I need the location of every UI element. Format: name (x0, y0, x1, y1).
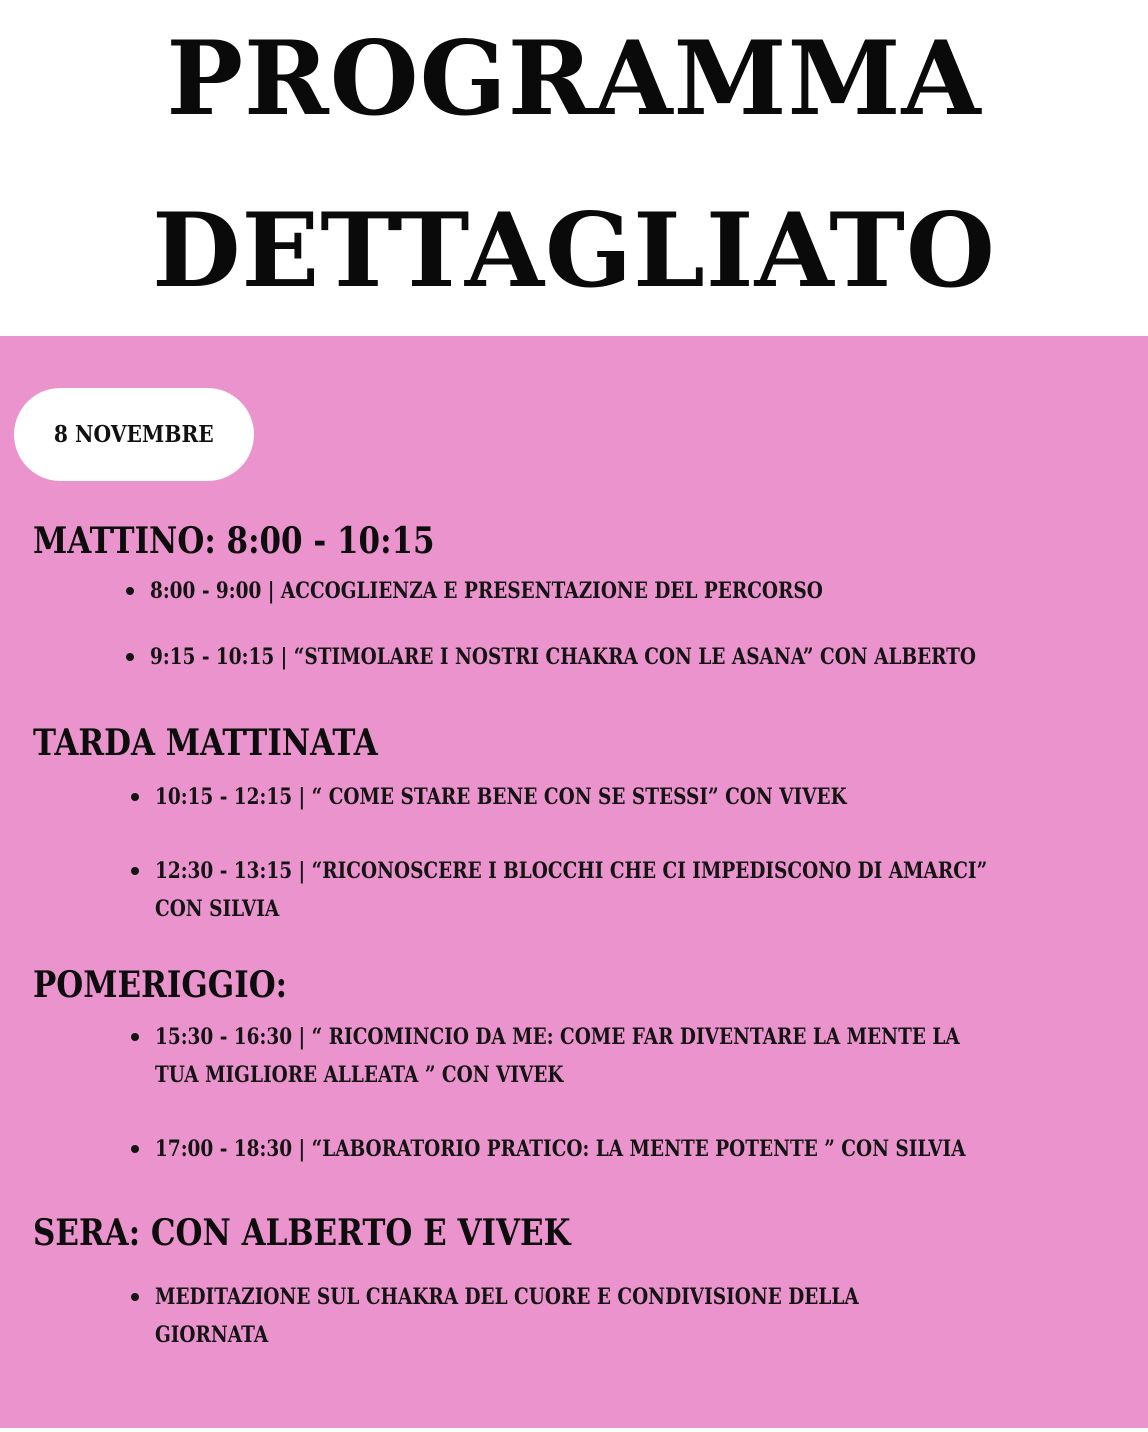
bullet-icon (126, 587, 134, 595)
bullet-icon (131, 1145, 139, 1153)
schedule-item-text: 10:15 - 12:15 | “ COME STARE BENE CON SE STESSI” CON VIVEK (155, 784, 847, 810)
page-title-line-1: PROGRAMMA (166, 19, 982, 139)
bullet-icon (131, 1033, 139, 1041)
bullet-icon (131, 867, 139, 875)
schedule-item-text: MEDITAZIONE SUL CHAKRA DEL CUORE E CONDIVISIONE DELLA (155, 1284, 859, 1310)
schedule-item (155, 1278, 993, 1354)
page-header (0, 0, 1148, 336)
schedule-item (155, 1130, 1120, 1168)
page-title-line-2: DETTAGLIATO (152, 191, 996, 311)
date-badge (14, 388, 254, 481)
schedule-item-text: 9:15 - 10:15 | “STIMOLARE I NOSTRI CHAKRA CON LE ASANA” CON ALBERTO (150, 644, 977, 670)
section-title-mattino: MATTINO: 8:00 - 10:15 (33, 520, 435, 562)
section-title-tarda-mattinata: TARDA MATTINATA (33, 722, 378, 764)
program-panel (0, 336, 1148, 1428)
schedule-item (150, 638, 1133, 676)
bullet-icon (131, 1293, 139, 1301)
schedule-item-text: 17:00 - 18:30 | “LABORATORIO PRATICO: LA MENTE POTENTE ” CON SILVIA (155, 1136, 966, 1162)
schedule-item-text: 12:30 - 13:15 | “RICONOSCERE I BLOCCHI CHE CI IMPEDISCONO DI AMARCI” (155, 858, 988, 884)
date-label: 8 NOVEMBRE (54, 421, 214, 448)
schedule-item (150, 572, 951, 610)
bullet-icon (126, 653, 134, 661)
schedule-item-text-continued: GIORNATA (155, 1322, 269, 1348)
bottom-strip (0, 1428, 1148, 1432)
schedule-item-text-continued: TUA MIGLIORE ALLEATA ” CON VIVEK (155, 1062, 564, 1088)
schedule-item (155, 852, 1146, 928)
schedule-item (155, 1018, 1113, 1094)
schedule-item-text-continued: CON SILVIA (155, 896, 280, 922)
section-title-sera: SERA: CON ALBERTO E VIVEK (33, 1212, 571, 1254)
schedule-item-text: 8:00 - 9:00 | ACCOGLIENZA E PRESENTAZIONE DEL PERCORSO (150, 578, 823, 604)
schedule-item-text: 15:30 - 16:30 | “ RICOMINCIO DA ME: COME FAR DIVENTARE LA MENTE LA (155, 1024, 960, 1050)
bullet-icon (131, 793, 139, 801)
section-title-pomeriggio: POMERIGGIO: (33, 964, 288, 1006)
schedule-item (155, 778, 978, 816)
